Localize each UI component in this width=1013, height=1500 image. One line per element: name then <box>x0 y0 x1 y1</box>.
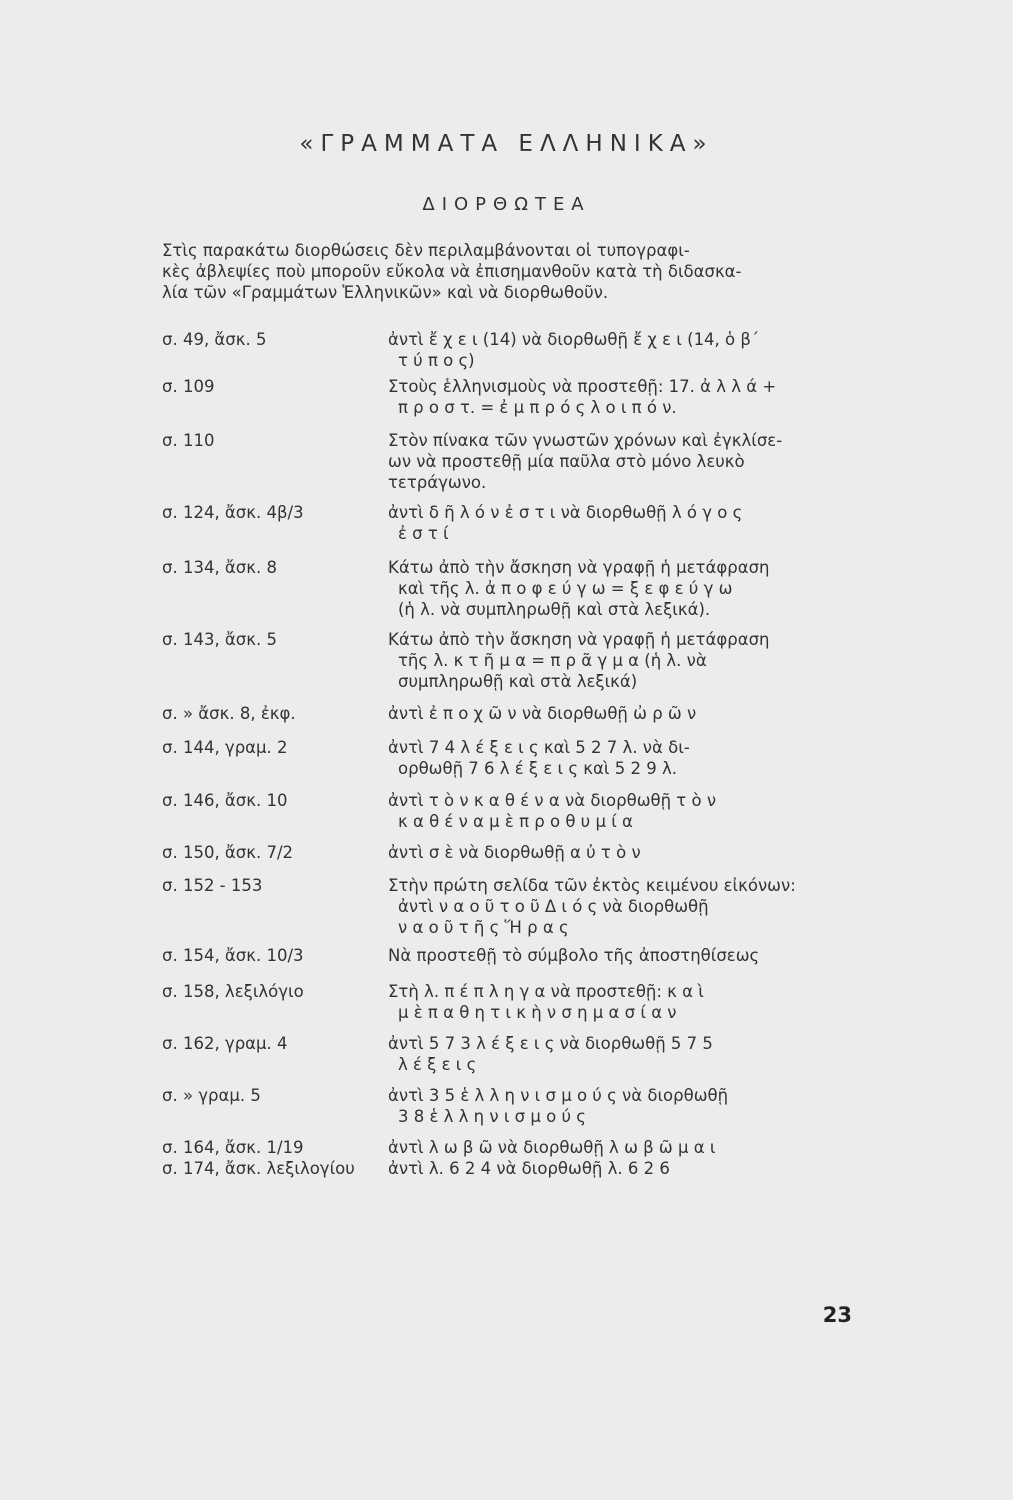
entry-reference: σ. 146, ἄσκ. 10 <box>162 791 288 810</box>
correction-line: τ ύ π ο ς) <box>398 351 475 370</box>
entry-reference: σ. 134, ἄσκ. 8 <box>162 558 277 577</box>
entry-correction <box>388 1033 858 1075</box>
correction-line: ἀντὶ τ ὸ ν κ α θ έ ν α νὰ διορθωθῇ τ ὸ ν <box>388 791 717 810</box>
entry-reference: σ. » ἄσκ. 8, ἐκφ. <box>162 704 296 723</box>
correction-line: Νὰ προστεθῇ τὸ σύμβολο τῆς ἀποστηθίσεως <box>388 946 760 965</box>
correction-line: ἐ σ τ ί <box>398 524 449 543</box>
entry-reference: σ. 152 - 153 <box>162 876 263 895</box>
entry-reference: σ. 174, ἄσκ. λεξιλογίου <box>162 1159 355 1178</box>
entry-correction <box>388 430 858 493</box>
correction-line: ἀντὶ σ ὲ νὰ διορθωθῇ α ὐ τ ὸ ν <box>388 843 641 862</box>
correction-line: λ έ ξ ε ι ς <box>398 1055 477 1074</box>
entry-reference: σ. 150, ἄσκ. 7/2 <box>162 843 294 862</box>
correction-line: π ρ ο σ τ. = ἐ μ π ρ ό ς λ ο ι π ό ν. <box>398 398 677 417</box>
document-title: «ΓΡΑΜΜΑΤΑ ΕΛΛΗΝΙΚΑ» <box>299 131 714 157</box>
correction-line: Στὸν πίνακα τῶν γνωστῶν χρόνων καὶ ἐγκλίσε- <box>388 431 783 450</box>
entry-correction <box>388 1137 858 1158</box>
intro-line: Στὶς παρακάτω διορθώσεις δὲν περιλαμβάνονται οἱ τυπογραφι- <box>162 241 690 260</box>
intro-paragraph <box>162 240 852 303</box>
entry-correction <box>388 1158 858 1179</box>
entry-correction <box>388 842 858 863</box>
entry-reference: σ. 110 <box>162 431 215 450</box>
correction-line: Στοὺς ἑλληνισμοὺς νὰ προστεθῇ: 17. ἀ λ λ ά + <box>388 377 777 396</box>
entry-correction <box>388 376 858 418</box>
entry-correction <box>388 629 858 692</box>
correction-line: ἀντὶ δ ῆ λ ό ν ἐ σ τ ι νὰ διορθωθῇ λ ό γ ο ς <box>388 503 743 522</box>
entry-correction <box>388 875 858 938</box>
correction-line: Στὴ λ. π έ π λ η γ α νὰ προστεθῇ: κ α ὶ <box>388 982 704 1001</box>
entry-reference: σ. » γραμ. 5 <box>162 1086 261 1105</box>
correction-line: ἀντὶ λ ω β ῶ νὰ διορθωθῇ λ ω β ῶ μ α ι <box>388 1138 716 1157</box>
correction-line: Στὴν πρώτη σελίδα τῶν ἐκτὸς κειμένου εἰκόνων: <box>388 876 796 895</box>
entry-correction <box>388 1085 858 1127</box>
correction-line: ἀντὶ ν α ο ῦ τ ο ῦ Δ ι ό ς νὰ διορθωθῇ <box>398 897 709 916</box>
correction-line: ἀντὶ 3 5 ἑ λ λ η ν ι σ μ ο ύ ς νὰ διορθωθῇ <box>388 1086 729 1105</box>
entry-correction <box>388 945 858 966</box>
entry-correction <box>388 557 858 620</box>
entry-reference: σ. 158, λεξιλόγιο <box>162 982 304 1001</box>
intro-line: λία τῶν «Γραμμάτων Ἑλληνικῶν» καὶ νὰ διορθωθοῦν. <box>162 283 609 302</box>
entry-correction <box>388 790 858 832</box>
correction-line: συμπληρωθῇ καὶ στὰ λεξικά) <box>398 672 638 691</box>
correction-line: τετράγωνο. <box>388 473 487 492</box>
entry-correction <box>388 502 858 544</box>
correction-line: ορθωθῇ 7 6 λ έ ξ ε ι ς καὶ 5 2 9 λ. <box>398 759 677 778</box>
correction-line: (ἡ λ. νὰ συμπληρωθῇ καὶ στὰ λεξικά). <box>398 600 711 619</box>
correction-line: τῆς λ. κ τ ῆ μ α = π ρ ᾶ γ μ α (ἡ λ. νὰ <box>398 651 707 670</box>
entry-reference: σ. 124, ἄσκ. 4β/3 <box>162 503 304 522</box>
correction-line: ων νὰ προστεθῇ μία παῦλα στὸ μόνο λευκὸ <box>388 452 745 471</box>
entry-reference: σ. 162, γραμ. 4 <box>162 1034 288 1053</box>
correction-line: Κάτω ἀπὸ τὴν ἄσκηση νὰ γραφῇ ἡ μετάφραση <box>388 630 770 649</box>
correction-line: ἀντὶ ἐ π ο χ ῶ ν νὰ διορθωθῇ ὠ ρ ῶ ν <box>388 704 697 723</box>
entry-correction <box>388 329 858 371</box>
entry-reference: σ. 154, ἄσκ. 10/3 <box>162 946 304 965</box>
entry-reference: σ. 143, ἄσκ. 5 <box>162 630 277 649</box>
correction-line: μ ὲ π α θ η τ ι κ ὴ ν σ η μ α σ ί α ν <box>398 1003 677 1022</box>
entry-reference: σ. 144, γραμ. 2 <box>162 738 288 757</box>
section-title: ΔΙΟΡΘΩΤΕΑ <box>422 194 591 215</box>
entry-correction <box>388 737 858 779</box>
page-number: 23 <box>822 1303 852 1327</box>
correction-line: κ α θ έ ν α μ ὲ π ρ ο θ υ μ ί α <box>398 812 633 831</box>
correction-line: ἀντὶ λ. 6 2 4 νὰ διορθωθῇ λ. 6 2 6 <box>388 1159 670 1178</box>
entry-reference: σ. 164, ἄσκ. 1/19 <box>162 1138 304 1157</box>
entry-correction <box>388 703 858 724</box>
correction-line: ἀντὶ 5 7 3 λ έ ξ ε ι ς νὰ διορθωθῇ 5 7 5 <box>388 1034 713 1053</box>
correction-line: ἀντὶ 7 4 λ έ ξ ε ι ς καὶ 5 2 7 λ. νὰ δι- <box>388 738 690 757</box>
entry-correction <box>388 981 858 1023</box>
intro-line: κὲς ἀβλεψίες ποὺ μποροῦν εὔκολα νὰ ἐπισημανθοῦν κατὰ τὴ διδασκα- <box>162 262 742 281</box>
entry-reference: σ. 109 <box>162 377 215 396</box>
correction-line: Κάτω ἀπὸ τὴν ἄσκηση νὰ γραφῇ ἡ μετάφραση <box>388 558 770 577</box>
entry-reference: σ. 49, ἄσκ. 5 <box>162 330 267 349</box>
correction-line: ν α ο ῦ τ ῆ ς Ἥ ρ α ς <box>398 918 569 937</box>
correction-line: 3 8 ἑ λ λ η ν ι σ μ ο ύ ς <box>398 1107 586 1126</box>
correction-line: καὶ τῆς λ. ἀ π ο φ ε ύ γ ω = ξ ε φ ε ύ γ ω <box>398 579 733 598</box>
correction-line: ἀντὶ ἔ χ ε ι (14) νὰ διορθωθῇ ἔ χ ε ι (14, ὁ β΄ <box>388 330 760 349</box>
